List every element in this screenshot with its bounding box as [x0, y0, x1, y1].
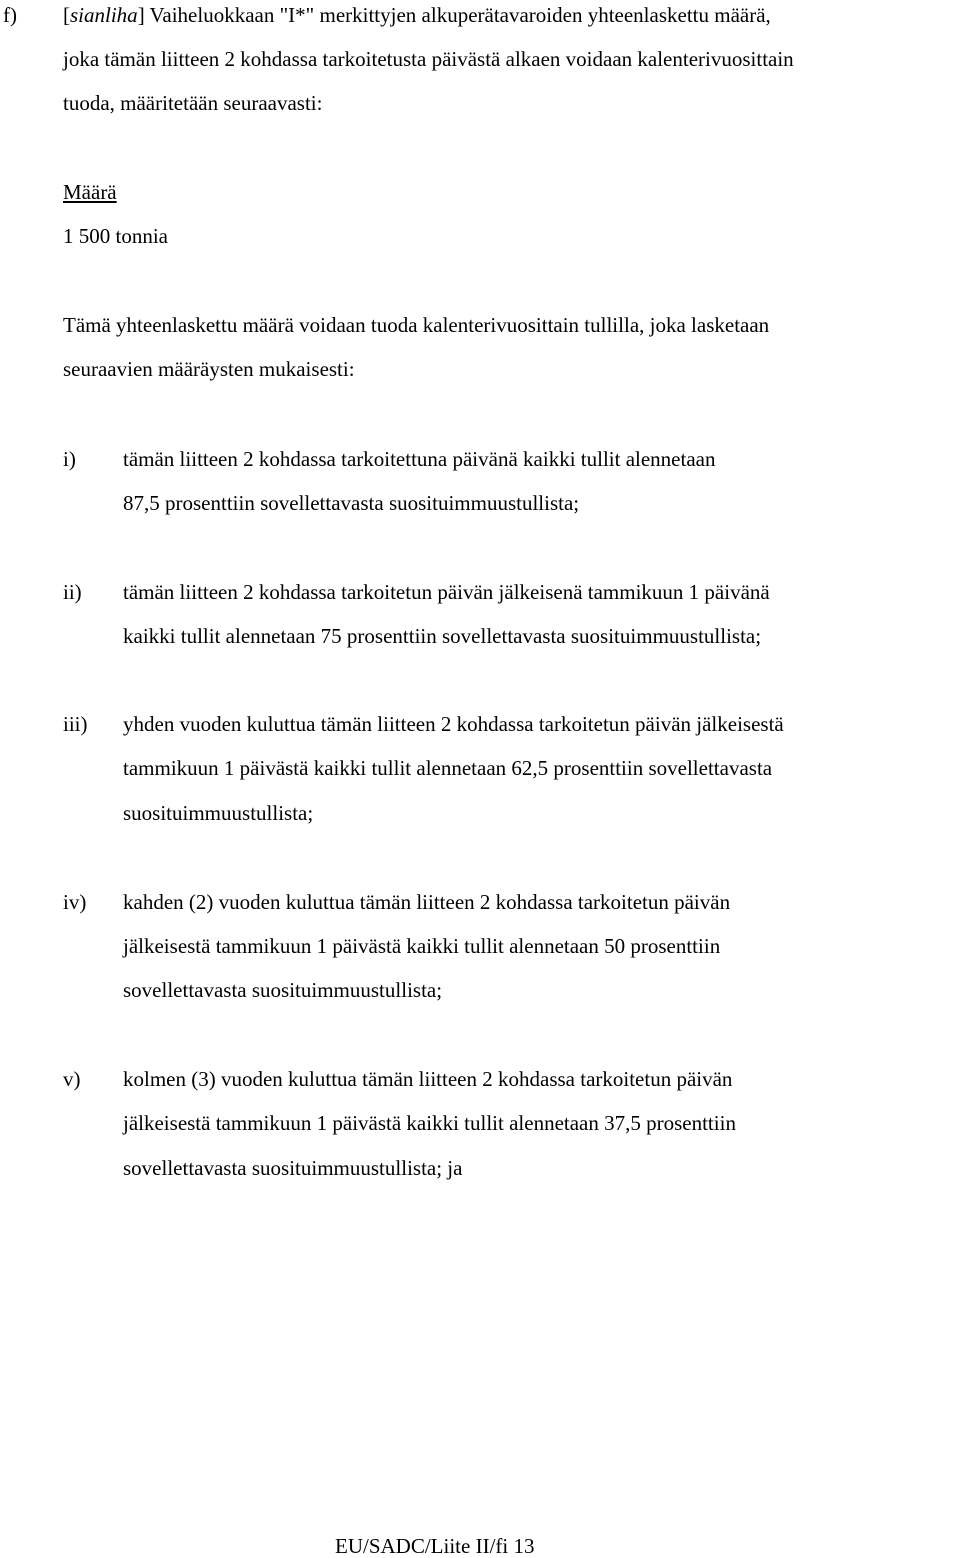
- list-item-line: kahden (2) vuoden kuluttua tämän liitteen 2 kohdassa tarkoitetun päivän: [123, 890, 731, 914]
- section-marker: f): [3, 3, 17, 27]
- intro-line-2: joka tämän liitteen 2 kohdassa tarkoitetusta päivästä alkaen voidaan kalenterivuosittain: [63, 47, 794, 71]
- intro-line-1-rest: ] Vaiheluokkaan "I*" merkittyjen alkuperätavaroiden yhteenlaskettu määrä,: [137, 3, 771, 27]
- list-item-line: tammikuun 1 päivästä kaikki tullit alennetaan 62,5 prosenttiin sovellettavasta: [123, 756, 773, 780]
- list-item-line: 87,5 prosenttiin sovellettavasta suosituimmuustullista;: [123, 491, 580, 515]
- list-item-marker: i): [63, 447, 76, 471]
- intro-bracket-open: [: [63, 3, 70, 27]
- list-item-line: jälkeisestä tammikuun 1 päivästä kaikki tullit alennetaan 50 prosenttiin: [123, 934, 721, 958]
- quantity-value: 1 500 tonnia: [63, 224, 168, 248]
- intro-line-1: [63, 5, 771, 26]
- list-item-line: kaikki tullit alennetaan 75 prosenttiin sovellettavasta suosituimmuustullista;: [123, 624, 762, 648]
- tariff-intro-line-2: seuraavien määräysten mukaisesti:: [63, 357, 355, 381]
- list-item-line: tämän liitteen 2 kohdassa tarkoitettuna päivänä kaikki tullit alennetaan: [123, 447, 716, 471]
- list-item-line: sovellettavasta suosituimmuustullista; ja: [123, 1156, 463, 1180]
- list-item-marker: v): [63, 1067, 81, 1091]
- list-item-marker: iv): [63, 890, 87, 914]
- quantity-heading: Määrä: [63, 180, 117, 204]
- list-item-line: sovellettavasta suosituimmuustullista;: [123, 978, 443, 1002]
- page-footer: EU/SADC/Liite II/fi 13: [335, 1534, 535, 1558]
- product-name: sianliha: [70, 3, 138, 27]
- list-item-marker: iii): [63, 712, 88, 736]
- list-item-line: yhden vuoden kuluttua tämän liitteen 2 kohdassa tarkoitetun päivän jälkeisestä: [123, 712, 784, 736]
- tariff-intro-line-1: Tämä yhteenlaskettu määrä voidaan tuoda kalenterivuosittain tullilla, joka lasketaan: [63, 313, 770, 337]
- list-item-line: kolmen (3) vuoden kuluttua tämän liitteen 2 kohdassa tarkoitetun päivän: [123, 1067, 733, 1091]
- list-item-line: suosituimmuustullista;: [123, 801, 314, 825]
- list-item-line: tämän liitteen 2 kohdassa tarkoitetun päivän jälkeisenä tammikuun 1 päivänä: [123, 580, 770, 604]
- list-item-line: jälkeisestä tammikuun 1 päivästä kaikki tullit alennetaan 37,5 prosenttiin: [123, 1111, 736, 1135]
- list-item-marker: ii): [63, 580, 82, 604]
- intro-line-3: tuoda, määritetään seuraavasti:: [63, 91, 323, 115]
